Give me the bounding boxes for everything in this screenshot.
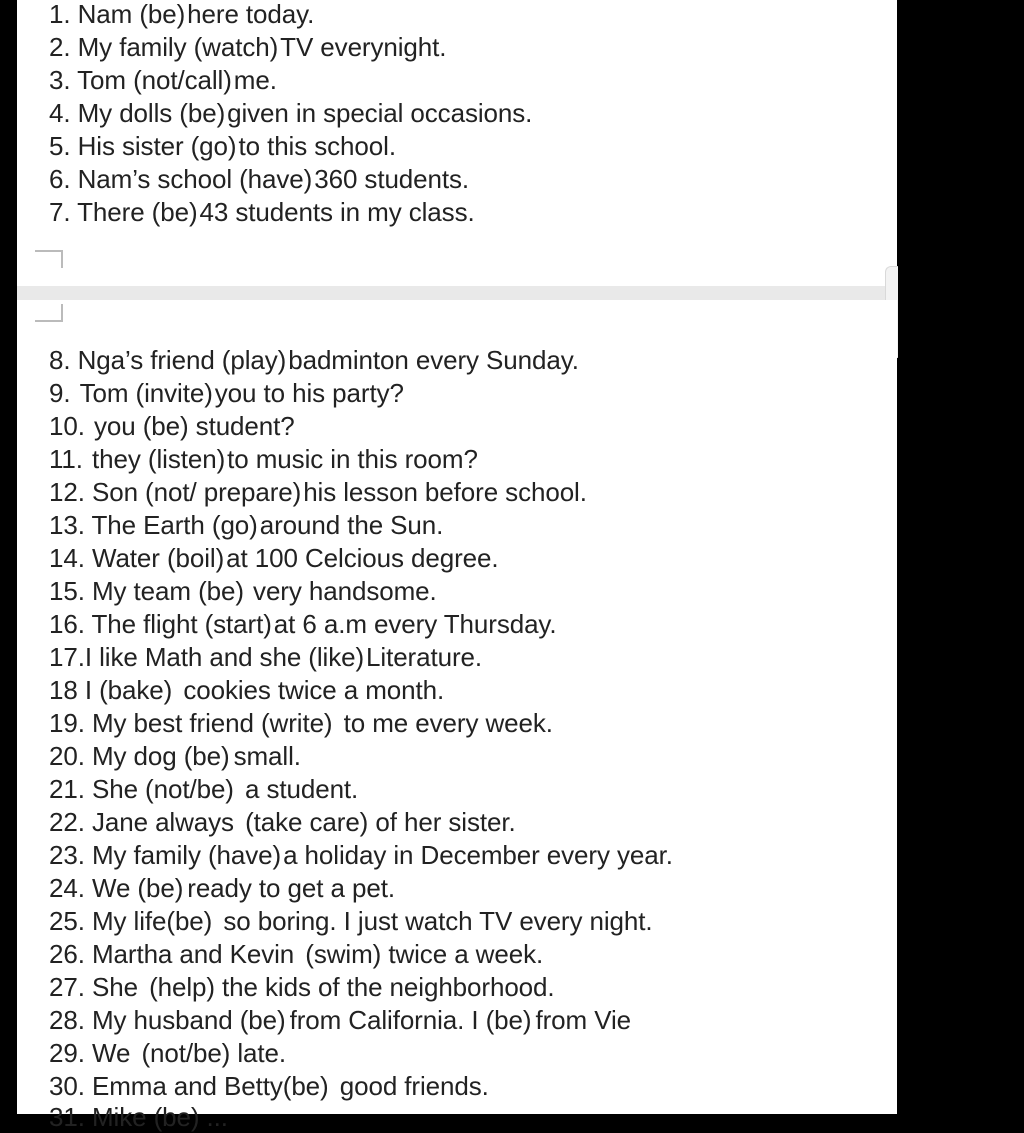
exercise-line-15: 15. My team (be) very handsome. (49, 576, 437, 606)
exercise-line-24: 24. We (be) ready to get a pet. (49, 873, 395, 903)
exercise-line-27: 27. She (help) the kids of the neighborhood. (49, 972, 555, 1002)
exercise-line-30: 30. Emma and Betty(be) good friends. (49, 1071, 489, 1101)
exercise-line-25: 25. My life(be) so boring. I just watch TV every night. (49, 906, 653, 936)
exercise-line-3: 3. Tom (not/call)me. (49, 65, 277, 95)
exercise-line-11: 11. they (listen)to music in this room? (49, 444, 478, 474)
exercise-line-14: 14. Water (boil)at 100 Celcious degree. (49, 543, 499, 573)
page-corner-mark-2 (35, 304, 63, 322)
exercise-line-1: 1. Nam (be)here today. (49, 0, 315, 29)
exercise-line-18: 18 I (bake) cookies twice a month. (49, 675, 445, 705)
worksheet-page-top (17, 0, 897, 286)
exercise-line-10: 10. you (be) student? (49, 411, 295, 441)
exercise-line-7: 7. There (be)43 students in my class. (49, 197, 475, 227)
page-corner-mark (35, 250, 63, 268)
exercise-line-9: 9. Tom (invite)you to his party? (49, 378, 404, 408)
exercise-line-5: 5. His sister (go)to this school. (49, 131, 396, 161)
exercise-line-8: 8. Nga’s friend (play)badminton every Sunday. (49, 345, 579, 375)
exercise-line-26: 26. Martha and Kevin (swim) twice a week. (49, 939, 544, 969)
exercise-line-28: 28. My husband (be) from California. I (be) from Vie (49, 1005, 632, 1035)
exercise-line-2: 2. My family (watch)TV everynight. (49, 32, 447, 62)
exercise-line-17: 17.I like Math and she (like)Literature. (49, 642, 482, 672)
exercise-line-22: 22. Jane always (take care) of her sister. (49, 807, 516, 837)
exercise-line-29: 29. We (not/be) late. (49, 1038, 287, 1068)
exercise-line-16: 16. The flight (start)at 6 a.m every Thursday. (49, 609, 557, 639)
exercise-line-21: 21. She (not/be) a student. (49, 774, 359, 804)
exercise-line-12: 12. Son (not/ prepare)his lesson before school. (49, 477, 587, 507)
exercise-line-23: 23. My family (have)a holiday in December every year. (49, 840, 673, 870)
exercise-line-4: 4. My dolls (be)given in special occasions. (49, 98, 533, 128)
exercise-line-20: 20. My dog (be) small. (49, 741, 301, 771)
exercise-line-19: 19. My best friend (write) to me every week. (49, 708, 553, 738)
exercise-line-13: 13. The Earth (go)around the Sun. (49, 510, 444, 540)
worksheet-page-bottom (17, 300, 897, 1132)
exercise-line-6: 6. Nam’s school (have)360 students. (49, 164, 470, 194)
exercise-line-31-partial: 31. Mike (be) ... (49, 1102, 228, 1132)
page-divider (17, 286, 897, 300)
